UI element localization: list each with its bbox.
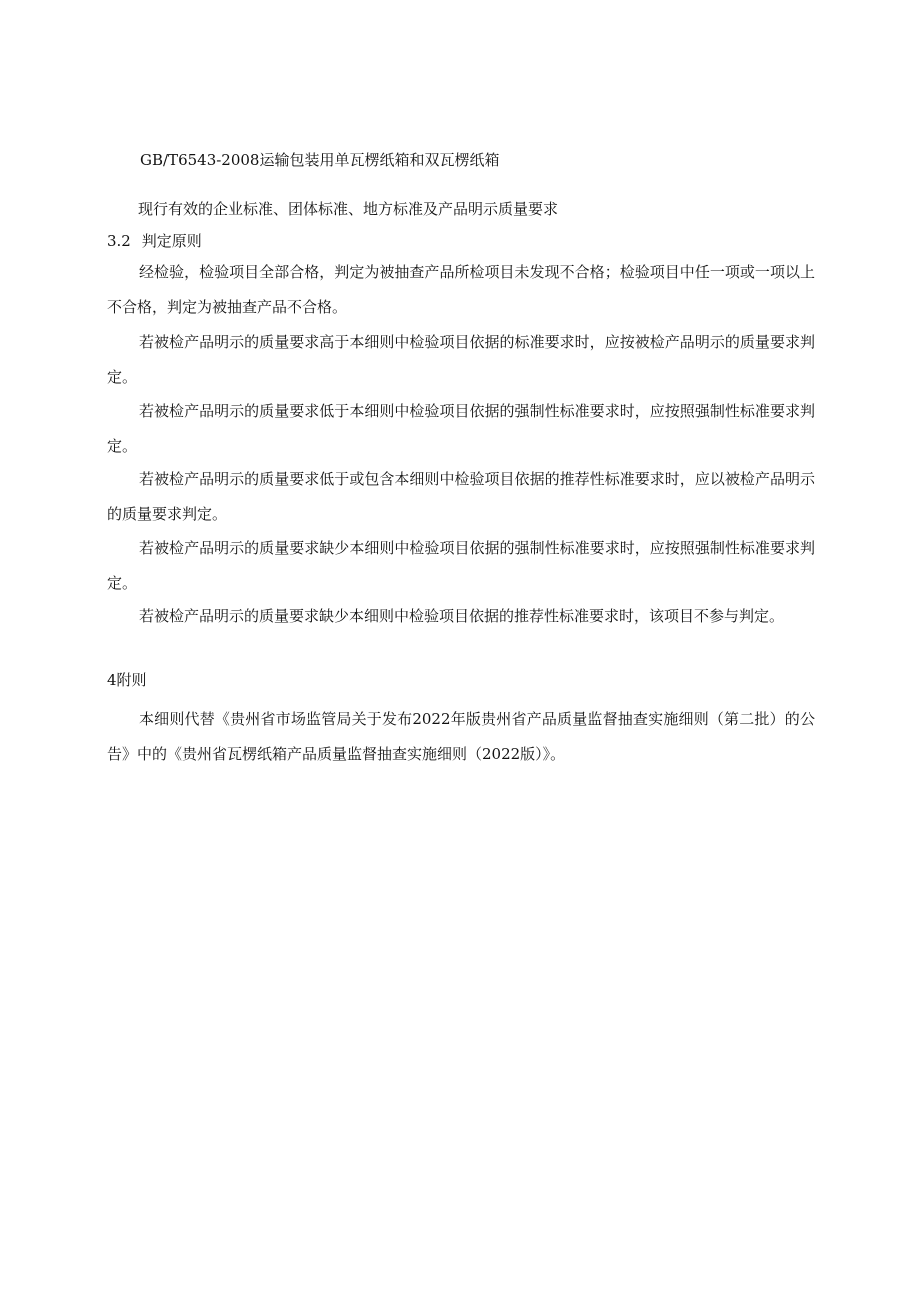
section-3-2-title: 判定原则: [141, 232, 202, 250]
judgment-paragraph-6: 若被检产品明示的质量要求缺少本细则中检验项目依据的推荐性标准要求时，该项目不参与判定。: [139, 607, 785, 625]
judgment-paragraph-1: 经检验，检验项目全部合格，判定为被抽查产品所检项目未发现不合格；检验项目中任一项或一项以上不合格，判定为被抽查产品不合格。: [107, 263, 815, 316]
judgment-paragraph-5: 若被检产品明示的质量要求缺少本细则中检验项目依据的强制性标准要求时，应按照强制性标准要求判定。: [107, 539, 815, 592]
judgment-paragraph-2: 若被检产品明示的质量要求高于本细则中检验项目依据的标准要求时，应按被检产品明示的质量要求判定。: [107, 333, 815, 386]
judgment-paragraph-4: 若被检产品明示的质量要求低于或包含本细则中检验项目依据的推荐性标准要求时，应以被检产品明示的质量要求判定。: [107, 470, 815, 523]
judgment-paragraph-3: 若被检产品明示的质量要求低于本细则中检验项目依据的强制性标准要求时，应按照强制性标准要求判定。: [107, 402, 815, 455]
supplementary-paragraph: 本细则代替《贵州省市场监管局关于发布2022年版贵州省产品质量监督抽查实施细则（第二批）的公告》中的《贵州省瓦楞纸箱产品质量监督抽查实施细则（2022版）》。: [107, 710, 815, 763]
standard-reference-other: 现行有效的企业标准、团体标准、地方标准及产品明示质量要求: [138, 200, 559, 218]
standard-reference-gb-t6543: GB/T6543-2008运输包装用单瓦楞纸箱和双瓦楞纸箱: [140, 151, 500, 169]
section-4-heading: 4附则: [107, 671, 147, 689]
section-3-2-heading: [107, 231, 202, 251]
section-3-2-number: 3.2: [107, 232, 131, 250]
